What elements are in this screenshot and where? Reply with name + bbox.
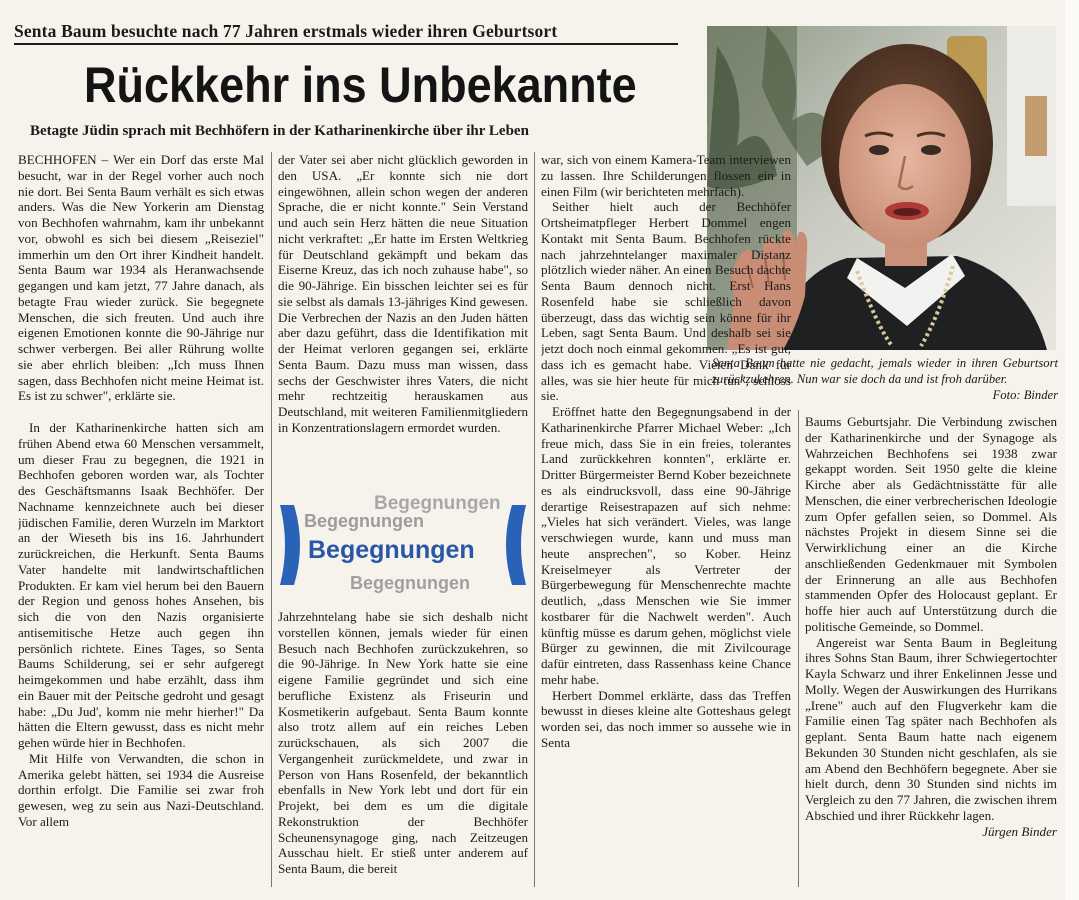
series-logo: [278, 491, 528, 599]
text-column-3: [541, 152, 791, 887]
series-label-main: Begegnungen: [308, 536, 475, 564]
paragraph: Seither hielt auch der Bechhöfer Ortsheimatpfleger Herbert Dommel engen Kontakt mit Senta Baum. Bechhofen rückte nach jahrzehntelanger maximaler Distanz plötzlich wieder näher. An einen Besuch dachte Senta Baum dennoch nicht. Erst Hans Rosenfeld habe sie schließlich davon überzeugt, dass das wichtig sein könne für ihr Leben, sagt Senta Baum. Und deshalb sei sie jetzt doch noch einmal gekommen. „Es ist gut, dass ich es gemacht habe. Vielen Dank für alles, was sie hier heute für mich tun", schloss sie.: [541, 199, 791, 404]
paragraph: In der Katharinenkirche hatten sich am frühen Abend etwa 60 Menschen versammelt, um dieser Frau zu begegnen, die 1921 in Bechhofen geboren worden war, als Tochter des Geschäftsmanns Isaak Bechhöfer. Der Nachname kennzeichnete auch bei dieser jüdischen Familie, deren Wurzeln im Marktort an der Wieseth bis ins 16. Jahrhundert zurückreichen, die Herkunft. Senta Baums Vater handelte mit landwirtschaftlichen Produkten. Er kam viel herum bei den Bauern der Region und genoss hohes Ansehen, bis sich die von den Nazis organisierte antisemitische Hetze auch gegen ihn persönlich richtete. Eines Tages, so Senta Baums Schilderung, sei er sehr aufgeregt heimgekommen und habe erzählt, dass ihm ein Bauer mit der Peitsche gedroht und gesagt habe: „Du Jud', komm nie mehr hierher!" Da hätten die Eltern gewusst, dass es nicht mehr gehen würde hier in Bechhofen.: [18, 420, 264, 750]
series-label-top: Begegnungen: [374, 493, 501, 514]
paragraph: war, sich von einem Kamera-Team interviewen zu lassen. Ihre Schilderungen flossen ein in einen Film (wir berichteten mehrfach).: [541, 152, 791, 199]
column-divider: [534, 152, 535, 887]
text-column-2-continued: [278, 609, 528, 887]
scan-edge: [1065, 0, 1079, 900]
subheadline: Betagte Jüdin sprach mit Bechhöfern in der Katharinenkirche über ihr Leben: [30, 123, 529, 139]
series-logo-box: [278, 491, 528, 599]
caption-text: Senta Baum hatte nie gedacht, jemals wieder in ihren Geburtsort zurückzukehren. Nun war sie doch da und ist froh darüber.: [712, 356, 1058, 386]
author-signature: Jürgen Binder: [982, 823, 1057, 839]
series-label-bottom: Begegnungen: [350, 573, 470, 593]
text-column-2: [278, 152, 528, 487]
paragraph: Mit Hilfe von Verwandten, die schon in Amerika gelebt hätten, sei 1934 die Ausreise dorthin erfolgt. Die Familie sei zwar froh gewesen, weg zu sein aus Nazi-Deutschland. Vor allem: [18, 750, 264, 829]
column-divider: [798, 410, 799, 887]
photo-credit: Foto: Binder: [992, 388, 1058, 402]
column-divider: [271, 152, 272, 887]
kicker-line: Senta Baum besuchte nach 77 Jahren erstmals wieder ihren Geburtsort: [14, 21, 558, 41]
paragraph: Eröffnet hatte den Begegnungsabend in der Katharinenkirche Pfarrer Michael Weber: „Ich freue mich, dass Sie in ein freies, tolerantes Land zurückkehren konnten", erklärte er. Dritter Bürgermeister Bernd Kober bezeichnete es als eindrucksvoll, dass eine 90-Jährige derartige Reisestrapazen auf sich nehme: „Vieles hat sich verändert. Vieles, was lange verschwiegen wurde, kann und muss man heute ansprechen", so Kober. Heinz Kreiselmeyer als Vertreter der Bürgerbewegung für Menschenrechte machte deutlich, „dass Menschen wie Sie immer kostbarer für die Nachwelt werden". Auch künftig müsse es darum gehen, möglichst viele Bürger zu gewinnen, die mit Zivilcourage dafür eintreten, dass Rassenhass keine Chance mehr habe.: [541, 404, 791, 687]
paragraph: Baums Geburtsjahr. Die Verbindung zwischen der Katharinenkirche und der Synagoge als Wahrzeichen Bechhofens sei 1938 zwar gekappt worden. Seit 1950 gelte die kleine Kirche aber als Gedächtnisstätte für alle Menschen, die einer verbrecherischen Ideologie zum Opfer gefallen seien, so Dommel. Als nächstes Projekt in diesem Sinne sei die Verwirklichung einer an die Kirche anschließenden Gedenkmauer mit Symbolen der Erinnerung an alle aus Bechhofen stammenden Opfer des Holocaust geplant. Er hoffe hier auch auf Unterstützung durch die politische Gemeinde, so Dommel.: [805, 414, 1057, 634]
paragraph: der Vater sei aber nicht glücklich geworden in den USA. „Er konnte sich nie dort eingewöhnen, allein schon wegen der anderen Sprache, die er nicht konnte." Sein Verstand und auch sein Herz hätten die neue Situation nicht verkraftet: „Er hatte im Ersten Weltkrieg für Deutschland gekämpft und bekam das Eiserne Kreuz, das ich noch zuhause habe", so die 90-Jährige. Ein bisschen leichter sei es für sie selbst als damals 13-jähriges Kind gewesen. Die Verbrechen der Nazis an den Juden hätten aber dazu geführt, dass die Identifikation mit der Heimat verloren gegangen sei, erklärte Senta Baum. Dazu muss man wissen, dass sechs der Geschwister ihres Vaters, die nicht mehr rechtzeitig herauskamen aus Deutschland, mit weiteren Familienmitgliedern in Konzentrationslagern ermordet wurden.: [278, 152, 528, 435]
text-column-1: [18, 152, 264, 887]
series-label-second: Begegnungen: [304, 511, 424, 531]
headline: Rückkehr ins Unbekannte: [84, 57, 637, 113]
paragraph: BECHHOFEN – Wer ein Dorf das erste Mal besucht, war in der Regel vorher auch noch nie dort. Bei Senta Baum verhält es sich etwas anders. Was die New Yorkerin am Dienstag von Bechhofen wahrnahm, kam ihr unbekannt vor, obwohl es sich bei diesem „Reiseziel" immerhin um den Ort ihrer Kindheit handelt. Senta Baum war 1934 als Heranwachsende gegangen und kam jetzt, 77 Jahre danach, als betagte Frau wieder zurück. Sie begegnete Menschen, die sich freuten. Und auch ihre eigenen Emotionen konnte die 90-Jährige nur schwer verbergen. Bei aller Rührung wollte sie aber ehrlich bleiben: „Ich muss Ihnen sagen, dass Bechhofen nicht meine Heimat ist. Es ist zu schwer", erklärte sie.: [18, 152, 264, 404]
text-column-4: [805, 414, 1057, 887]
paragraph: Angereist war Senta Baum in Begleitung ihres Sohns Stan Baum, ihrer Schwiegertochter Kayla Schwarz und ihrer Enkelinnen Jesse und Molly. Wegen der Auswirkungen des Hurrikans „Irene" auch auf den Flugverkehr kam die Familie einen Tag später nach Bechhofen als geplant. Senta Baum hatte nach eigenem Bekunden 30 Stunden nicht geschlafen, als sie am Abend den Bechhöfern begegnete. Aber sie hielt durch, denn 30 Stunden sind nichts im Vergleich zu den 77 Jahren, die zwischen ihrem Abschied und ihrer Rückkehr lagen.: [805, 634, 1057, 823]
paragraph: Herbert Dommel erklärte, dass das Treffen bewusst in dieses kleine alte Gotteshaus gelegt worden sei, das noch immer so aussehe wie in Senta: [541, 687, 791, 750]
kicker-underline: [14, 43, 678, 45]
paragraph: Jahrzehntelang habe sie sich deshalb nicht vorstellen können, jemals wieder für einen Besuch nach Bechhofen zurückzukehren, so die 90-Jährige. In New York hatte sie eine eigene Familie gegründet und sich eine berufliche Existenz als Friseurin und Kosmetikerin aufgebaut. Senta Baum konnte also trotz allem auf ein reiches Leben zurückschauen, als sich 2007 die Vergangenheit zurückmeldete, und zwar in Person von Hans Rosenfeld, der bekanntlich ebenfalls in New York lebt und dort für ein Projekt, bei dem es um die digitale Rekonstruktion der Bechhöfer Scheunensynagoge ging, nach Zeitzeugen Ausschau hielt. Er stieß unter anderem auf Senta Baum, die bereit: [278, 609, 528, 876]
